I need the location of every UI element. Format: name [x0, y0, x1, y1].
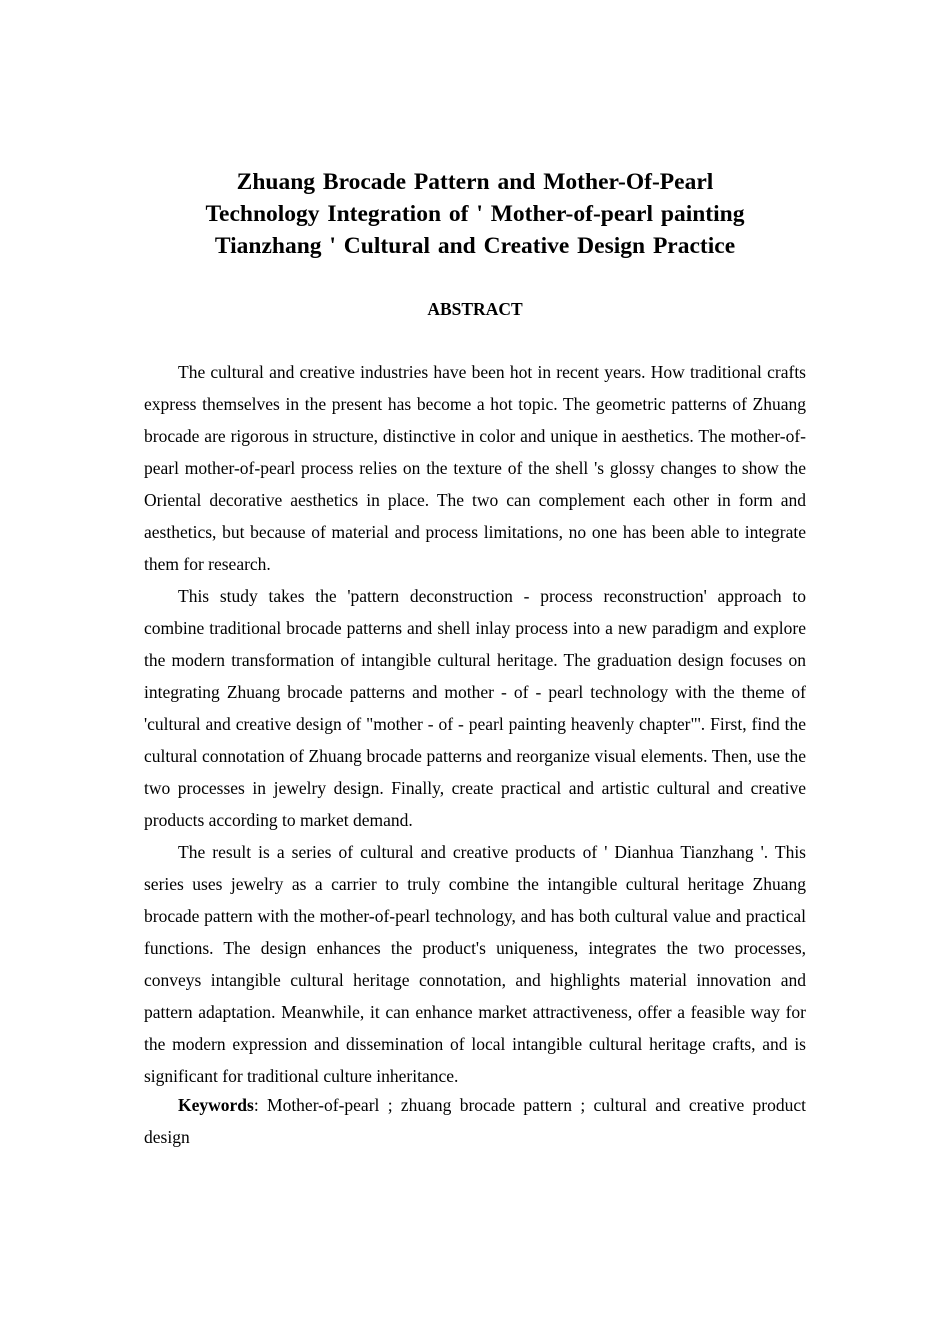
keywords-line: [144, 1089, 806, 1153]
abstract-body: [144, 356, 806, 1153]
paper-title-line-1: Zhuang Brocade Pattern and Mother-Of-Pearl: [236, 169, 714, 195]
paper-title: [144, 166, 806, 262]
keywords-text: : Mother-of-pearl ; zhuang brocade pattern ; cultural and creative product design: [144, 1095, 806, 1147]
abstract-paragraph-1: The cultural and creative industries have been hot in recent years. How traditional crafts express themselves in the present has become a hot topic. The geometric patterns of Zhuang brocade are rigorous in structure, distinctive in color and unique in aesthetics. The mother-of-pearl mother-of-pearl process relies on the texture of the shell 's glossy changes to show the Oriental decorative aesthetics in place. The two can complement each other in form and aesthetics, but because of material and process limitations, no one has been able to integrate them for research.: [144, 362, 806, 574]
keywords-label: Keywords: [178, 1095, 254, 1115]
abstract-paragraph-2: This study takes the 'pattern deconstruction - process reconstruction' approach to combine traditional brocade patterns and shell inlay process into a new paradigm and explore the modern transformation of intangible cultural heritage. The graduation design focuses on integrating Zhuang brocade patterns and mother - of - pearl technology with the theme of 'cultural and creative design of "mother - of - pearl painting heavenly chapter"'. First, find the cultural connotation of Zhuang brocade patterns and reorganize visual elements. Then, use the two processes in jewelry design. Finally, create practical and artistic cultural and creative products according to market demand.: [144, 586, 806, 830]
paper-title-line-2: Technology Integration of ' Mother-of-pearl painting: [205, 201, 745, 227]
abstract-paragraph-3: The result is a series of cultural and creative products of ' Dianhua Tianzhang '. This series uses jewelry as a carrier to truly combine the intangible cultural heritage Zhuang brocade pattern with the mother-of-pearl technology, and has both cultural value and practical functions. The design enhances the product's uniqueness, integrates the two processes, conveys intangible cultural heritage connotation, and highlights material innovation and pattern adaptation. Meanwhile, it can enhance market attractiveness, offer a feasible way for the modern expression and dissemination of local intangible cultural heritage crafts, and is significant for traditional culture inheritance.: [144, 842, 806, 1086]
paper-title-line-3: Tianzhang ' Cultural and Creative Design Practice: [214, 233, 736, 259]
abstract-heading: ABSTRACT: [427, 299, 523, 319]
